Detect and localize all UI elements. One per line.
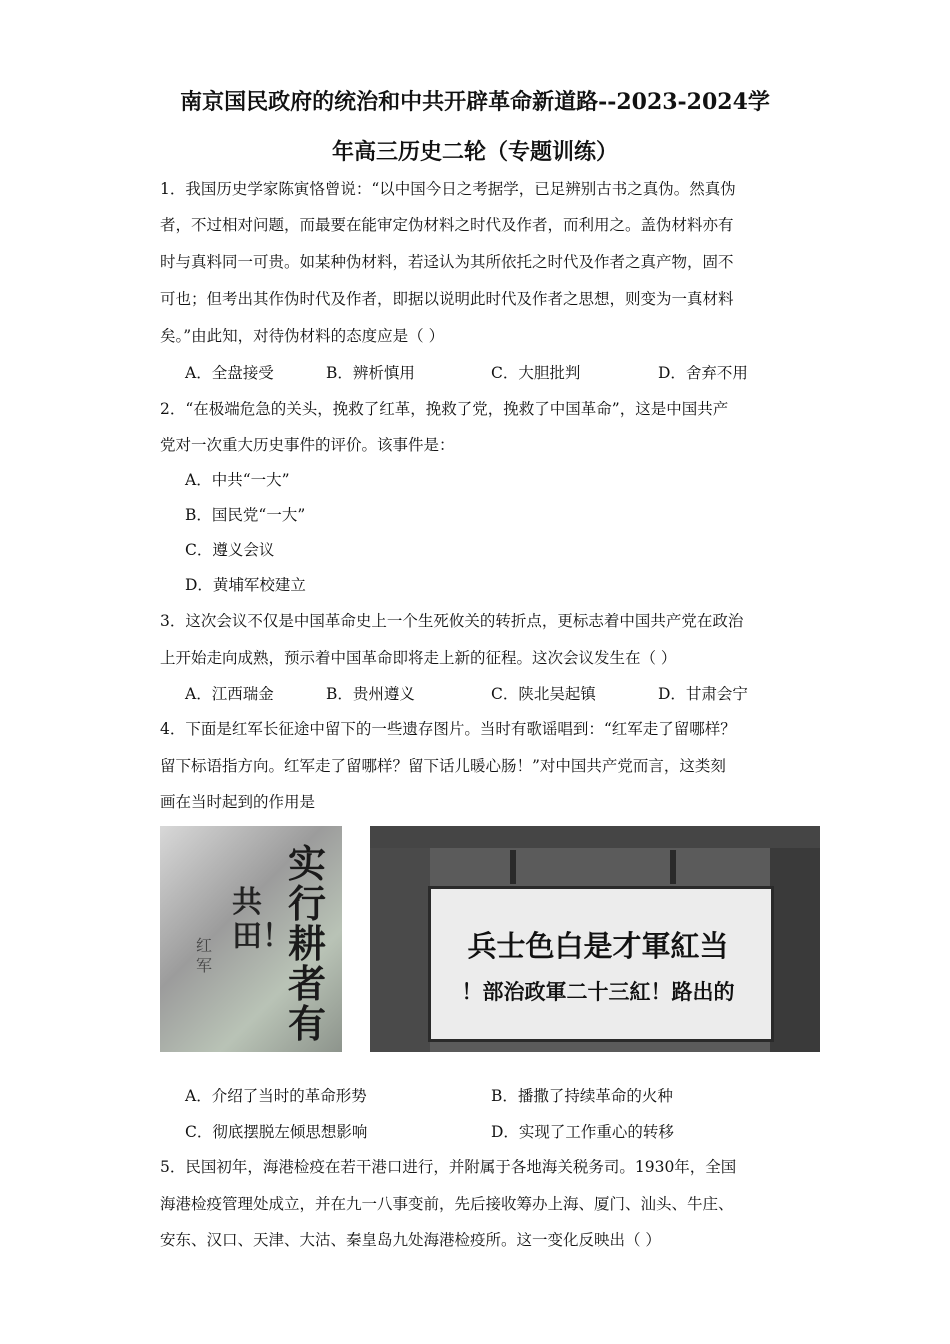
stone-plaque-photo-right [370, 826, 820, 1052]
question-5-line: 5．民国初年，海港检疫在若干港口进行，并附属于各地海关税务司。1930年，全国 [160, 1158, 737, 1176]
question-2-option-c: C．遵义会议 [185, 541, 275, 559]
question-2-line: 2．“在极端危急的关头，挽救了红革，挽救了党，挽救了中国革命”，这是中国共产 [160, 400, 729, 418]
question-5-line: 安东、汉口、天津、大沽、秦皇岛九处海港检疫所。这一变化反映出（ ） [160, 1231, 661, 1249]
question-3-option-d: D．甘肃会宁 [658, 685, 748, 703]
question-3-option-a: A．江西瑞金 [185, 685, 274, 703]
question-5-line: 海港检疫管理处成立，并在九一八事变前，先后接收筹办上海、厦门、汕头、牛庄、 [160, 1195, 734, 1213]
carving-big-characters: 实行耕者有 [288, 841, 327, 1046]
carving-small-characters: 共田！ [232, 885, 292, 954]
question-1-option-c: C．大胆批判 [491, 364, 581, 382]
question-1-line: 矣。”由此知，对待伪材料的态度应是（ ） [160, 327, 445, 345]
question-1-option-a: A．全盘接受 [185, 364, 274, 382]
question-2-option-b: B．国民党“一大” [185, 506, 306, 524]
question-3-option-b: B．贵州遵义 [326, 685, 415, 703]
question-1-option-d: D．舍弃不用 [658, 364, 748, 382]
question-1-line: 1．我国历史学家陈寅恪曾说：“以中国今日之考据学，已足辨别古书之真伪。然真伪 [160, 180, 736, 198]
title-line-1: 南京国民政府的统治和中共开辟革命新道路--2023-2024学 [180, 89, 770, 115]
question-4-line: 4．下面是红军长征途中留下的一些遗存图片。当时有歌谣唱到：“红军走了留哪样？ [160, 720, 736, 738]
question-1-line: 时与真料同一可贵。如某种伪材料，若迳认为其所依托之时代及作者之真产物，固不 [160, 253, 734, 271]
question-3-line: 上开始走向成熟，预示着中国革命即将走上新的征程。这次会议发生在（ ） [160, 649, 677, 667]
question-4-option-b: B．播撒了持续革命的火种 [491, 1087, 673, 1105]
question-2-option-d: D．黄埔军校建立 [185, 576, 306, 594]
question-4-option-d: D．实现了工作重心的转移 [491, 1123, 674, 1141]
plaque-row-1: 当紅軍才是白色士兵 [467, 929, 729, 963]
question-2-option-a: A．中共“一大” [185, 471, 290, 489]
question-2-line: 党对一次重大历史事件的评价。该事件是： [160, 436, 455, 454]
question-1-line: 可也；但考出其作伪时代及作者，即据以说明此时代及作者之思想，则变为一真材料 [160, 290, 734, 308]
question-4-option-c: C．彻底摆脱左倾思想影响 [185, 1123, 368, 1141]
plaque-panel [428, 886, 774, 1042]
question-3-option-c: C．陕北吴起镇 [491, 685, 596, 703]
title-line-2: 年高三历史二轮（专题训练） [331, 139, 618, 165]
question-4-line: 画在当时起到的作用是 [160, 793, 316, 811]
question-4-option-a: A．介绍了当时的革命形势 [185, 1087, 367, 1105]
question-3-line: 3．这次会议不仅是中国革命史上一个生死攸关的转折点，更标志着中国共产党在政治 [160, 612, 744, 630]
question-1-option-b: B．辨析慎用 [326, 364, 415, 382]
plaque-row-2: 的出路！紅三十二軍政治部！ [461, 979, 735, 1004]
question-4-line: 留下标语指方向。红军走了留哪样？留下话儿暖心肠！”对中国共产党而言，这类刻 [160, 757, 726, 775]
stone-carving-photo-left [160, 826, 342, 1052]
carving-tiny-characters: 红军 [196, 936, 213, 975]
question-1-line: 者，不过相对问题，而最要在能审定伪材料之时代及作者，而利用之。盖伪材料亦有 [160, 216, 734, 234]
